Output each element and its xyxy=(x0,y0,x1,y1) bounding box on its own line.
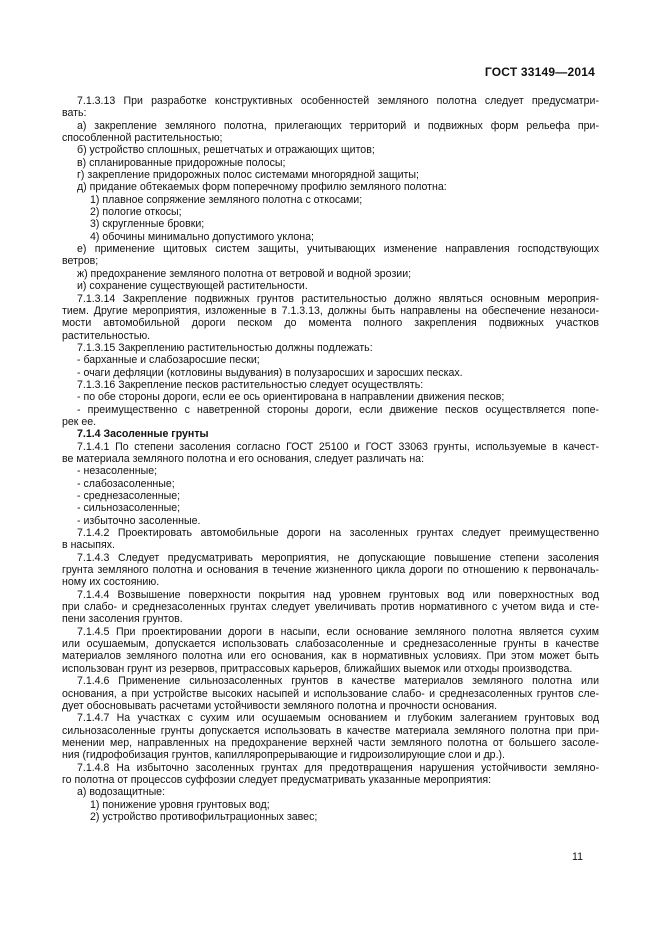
text-line: 7.1.4.3 Следует предусматривать мероприятия, не допускающие повышение степени засоления xyxy=(77,551,599,564)
text-line: 2) устройство противофильтрационных завес; xyxy=(90,810,318,823)
text-line: 7.1.4.5 При проектировании дороги в насыпи, если основание земляного полотна является сухим xyxy=(77,625,599,638)
text-line: 7.1.4.6 Применение сильнозасоленных грунтов в качестве материалов земляного полотна или xyxy=(77,675,599,688)
text-line: а) водозащитные: xyxy=(77,786,166,799)
text-line: основания, а при устройстве высоких насыпей и использование слабо- и среднезасоленных грунтов сле- xyxy=(62,687,599,700)
text-line: 2) пологие откосы; xyxy=(90,206,182,219)
text-line: рек ее. xyxy=(62,415,97,428)
text-line: 7.1.4.1 По степени засоления согласно ГОСТ 25100 и ГОСТ 33063 грунты, используемые в качест- xyxy=(77,440,599,453)
text-line: и) сохранение существующей растительности. xyxy=(77,280,308,293)
text-line: 7.1.3.16 Закрепление песков растительностью следует осуществлять: xyxy=(77,378,424,391)
text-line: пени засоления грунтов. xyxy=(62,613,183,626)
text-line: ж) предохранение земляного полотна от ветровой и водной эрозии; xyxy=(77,267,412,280)
text-line: - среднезасоленные; xyxy=(77,490,181,502)
text-line: использован грунт из резервов, притрассовых карьеров, ближайших выемок или отходы производства. xyxy=(62,662,573,675)
text-line: или осушаемым, допускается использовать слабозасоленные и среднезасоленные грунты в качестве xyxy=(62,638,599,651)
text-line: 7.1.4.7 На участках с сухим или осушаемым основанием и глубоким залеганием грунтовых вод xyxy=(77,712,599,725)
text-line: 1) понижение уровня грунтовых вод; xyxy=(90,798,270,811)
text-line: ве материала земляного полотна и его основания, следует различать на: xyxy=(62,452,425,465)
document-header: ГОСТ 33149—2014 xyxy=(484,65,595,79)
text-line: в насыпях. xyxy=(62,539,115,552)
text-line: дует обосновывать расчетами устойчивости земляного полотна и прочности основания. xyxy=(62,699,498,712)
text-line: тием. Другие мероприятия, изложенные в 7.1.3.13, должны быть направлены на обеспечение незаноси- xyxy=(62,304,599,317)
text-line: сильнозасоленные грунты допускается использовать в качестве материала земляного полотна при при- xyxy=(62,724,599,737)
text-line: - преимущественно с наветренной стороны дороги, если движение песков осуществляется попе- xyxy=(77,403,599,416)
text-line: при слабо- и среднезасоленных грунтах следует увеличивать против нормативного с учетом вида и сте- xyxy=(62,601,599,614)
text-line: вать: xyxy=(62,107,87,120)
text-line: способленной растительностью; xyxy=(62,132,223,145)
text-line: - избыточно засоленные. xyxy=(77,514,201,527)
text-line: - очаги дефляции (котловины выдувания) в полузаросших и заросших песках. xyxy=(77,366,463,379)
text-line: а) закрепление земляного полотна, прилегающих территорий и подвижных форм рельефа при- xyxy=(77,119,599,132)
text-line: е) применение щитовых систем защиты, учитывающих изменение направления господствующих xyxy=(77,243,599,256)
text-line: го полотна от процессов суффозии следует предусматривать указанные мероприятия: xyxy=(62,773,492,786)
text-line: мости автомобильной дороги песком до момента полного закрепления подвижных участков xyxy=(62,317,599,330)
text-line: грунта земляного полотна и основания в течение жизненного цикла дороги по отношению к первоначаль- xyxy=(62,564,599,577)
text-line: ному их состоянию. xyxy=(62,576,160,589)
text-line: ния (гидрофобизация грунтов, капилляропрерывающие и гидроизолирующие слои и др.). xyxy=(62,749,505,762)
text-line: 7.1.4.8 На избыточно засоленных грунтах для предотвращения нарушения устойчивости земляно- xyxy=(77,761,599,774)
text-line: менении мер, направленных на предохранение верхней части земляного полотна от большего засоле- xyxy=(62,736,599,749)
text-line: в) спланированные придорожные полосы; xyxy=(77,156,286,169)
text-line: материалов земляного полотна или его основания, как в нормативных условиях. При этом может быть xyxy=(62,650,599,663)
text-line: растительностью. xyxy=(62,329,151,342)
text-line: 1) плавное сопряжение земляного полотна с откосами; xyxy=(90,193,363,206)
page-number: 11 xyxy=(572,851,583,863)
text-line: ветров; xyxy=(62,255,99,268)
text-line: - незасоленные; xyxy=(77,465,158,478)
text-line: 3) скругленные бровки; xyxy=(90,218,205,231)
text-line: 7.1.4 Засоленные грунты xyxy=(77,428,209,441)
document-body xyxy=(62,95,599,823)
text-line: б) устройство сплошных, решетчатых и отражающих щитов; xyxy=(77,144,375,157)
text-line: 4) обочины минимально допустимого уклона; xyxy=(90,230,314,243)
text-line: - барханные и слабозаросшие пески; xyxy=(77,354,260,367)
text-line: - слабозасоленные; xyxy=(77,477,175,490)
text-line: 7.1.3.15 Закреплению растительностью должны подлежать: xyxy=(77,341,373,354)
text-line: г) закрепление придорожных полос системами многорядной защиты; xyxy=(77,169,419,182)
text-line: 7.1.3.14 Закрепление подвижных грунтов растительностью должно являться основным мероприя- xyxy=(77,292,599,305)
text-line: 7.1.4.2 Проектировать автомобильные дороги на засоленных грунтах следует преимущественно xyxy=(77,527,599,540)
text-line: д) придание обтекаемых форм поперечному профилю земляного полотна: xyxy=(77,181,447,194)
text-line: - сильнозасоленные; xyxy=(77,502,181,515)
text-line: 7.1.4.4 Возвышение поверхности покрытия над уровнем грунтовых вод или поверхностных вод xyxy=(77,588,599,601)
text-line: - по обе стороны дороги, если ее ось ориентирована в направлении движения песков; xyxy=(77,391,505,404)
text-line: 7.1.3.13 При разработке конструктивных особенностей земляного полотна следует предусматри- xyxy=(77,95,599,107)
